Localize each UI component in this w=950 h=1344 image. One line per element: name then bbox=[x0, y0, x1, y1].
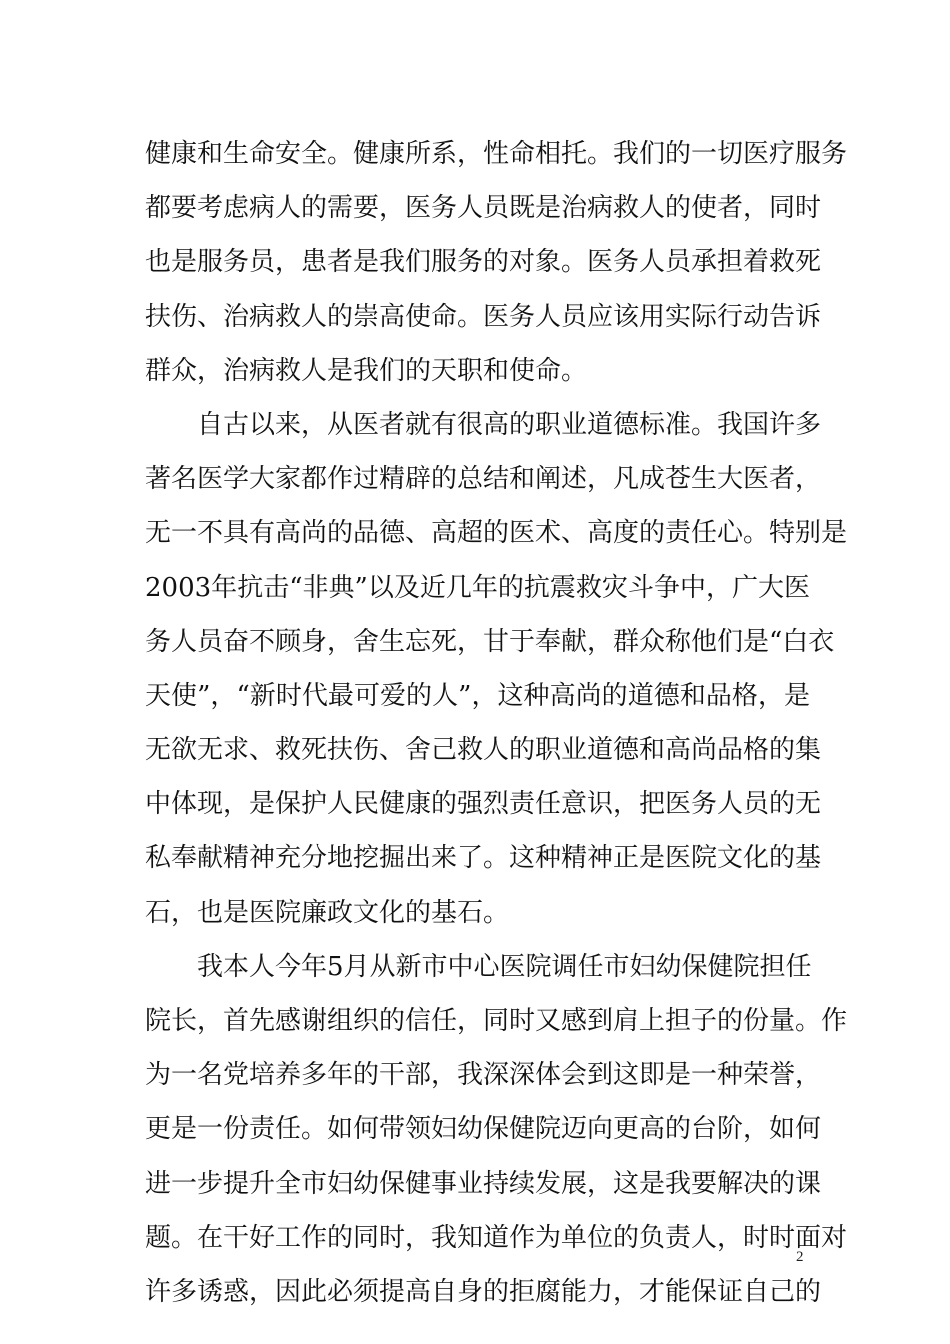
text-line: 石，也是医院廉政文化的基石。 bbox=[145, 897, 510, 928]
body-text bbox=[145, 127, 848, 1319]
text-line: 进一步提升全市妇幼保健事业持续发展，这是我要解决的课 bbox=[145, 1168, 822, 1199]
text-line: 院长，首先感谢组织的信任，同时又感到肩上担子的份量。作 bbox=[145, 1006, 848, 1036]
text-line: 私奉献精神充分地挖掘出来了。这种精神正是医院文化的基 bbox=[145, 843, 822, 874]
text-line: 许多诱惑，因此必须提高自身的拒腐能力，才能保证自己的 bbox=[145, 1276, 822, 1307]
text-line: 天使”，“新时代最可爱的人”，这种高尚的道德和品格，是 bbox=[145, 680, 810, 711]
page-number: 2 bbox=[796, 1249, 804, 1265]
text-line: 2003年抗击“非典”以及近几年的抗震救灾斗争中，广大医 bbox=[145, 572, 810, 603]
text-line: 无欲无求、救死扶伤、舍己救人的职业道德和高尚品格的集 bbox=[145, 735, 822, 766]
text-line: 为一名党培养多年的干部，我深深体会到这即是一种荣誉， bbox=[145, 1060, 822, 1091]
text-line: 无一不具有高尚的品德、高超的医术、高度的责任心。特别是 bbox=[145, 518, 848, 549]
text-line: 题。在干好工作的同时，我知道作为单位的负责人，时时面对 bbox=[145, 1222, 848, 1253]
text-line: 著名医学大家都作过精辟的总结和阐述，凡成苍生大医者， bbox=[145, 464, 822, 495]
text-line: 更是一份责任。如何带领妇幼保健院迈向更高的台阶，如何 bbox=[145, 1114, 822, 1145]
text-line: 务人员奋不顾身，舍生忘死，甘于奉献，群众称他们是“白衣 bbox=[145, 626, 835, 657]
text-line: 也是服务员，患者是我们服务的对象。医务人员承担着救死 bbox=[145, 247, 822, 278]
text-line: 健康和生命安全。健康所系，性命相托。我们的一切医疗服务 bbox=[145, 139, 848, 169]
paragraph-first-line: 我本人今年5月从新市中心医院调任市妇幼保健院担任 bbox=[197, 951, 812, 982]
text-line: 群众，治病救人是我们的天职和使命。 bbox=[145, 355, 588, 386]
text-line: 扶伤、治病救人的崇高使命。医务人员应该用实际行动告诉 bbox=[145, 301, 822, 332]
text-line: 都要考虑病人的需要，医务人员既是治病救人的使者，同时 bbox=[145, 193, 822, 224]
paragraph-first-line: 自古以来，从医者就有很高的职业道德标准。我国许多 bbox=[197, 409, 822, 440]
text-line: 中体现，是保护人民健康的强烈责任意识，把医务人员的无 bbox=[145, 789, 822, 820]
